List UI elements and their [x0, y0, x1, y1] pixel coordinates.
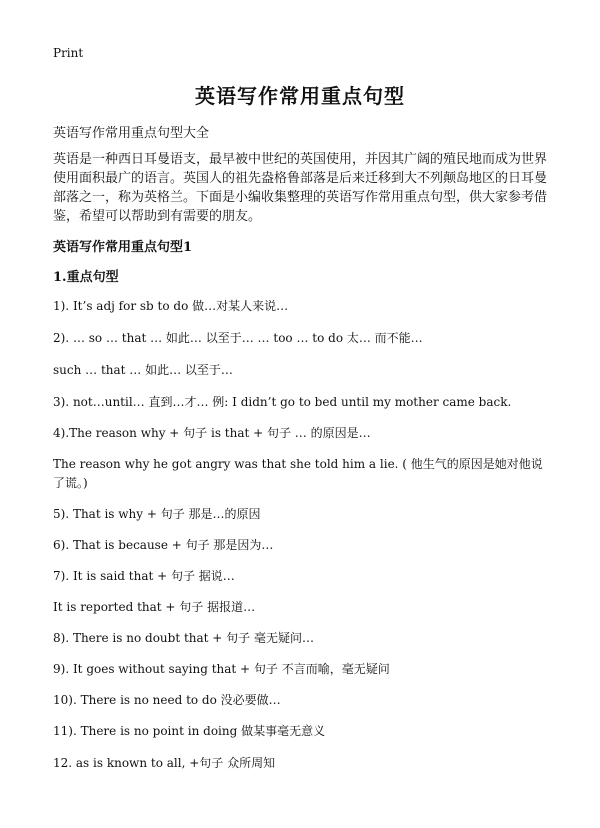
pattern-line-7b: It is reported that + 句子 据报道… [53, 600, 256, 614]
pattern-line-8: 8). There is no doubt that + 句子 毫无疑问… [53, 631, 314, 645]
intro-paragraph: 英语是一种西日耳曼语支，最早被中世纪的英国使用，并因其广阔的殖民地而成为世界使用面积最广的语言。英国人的祖先盎格鲁部落是后来迁移到大不列颠岛地区的日耳曼部落之一，称为英格兰。下面是小编收集整理的英语写作常用重点句型，供大家参考借鉴，希望可以帮助到有需要的朋友。 [53, 152, 548, 224]
pattern-line-9: 9). It goes without saying that + 句子 不言而喻，毫无疑问 [53, 662, 390, 676]
pattern-line-2b: such … that … 如此… 以至于… [53, 363, 233, 377]
pattern-line-2: 2). … so … that … 如此… 以至于… … too … to do 太… 而不能… [53, 331, 423, 345]
pattern-line-12: 12. as is known to all, +句子 众所周知 [53, 756, 276, 770]
pattern-line-5: 5). That is why + 句子 那是…的原因 [53, 507, 261, 521]
pattern-line-6: 6). That is because + 句子 那是因为… [53, 538, 274, 552]
section-heading: 英语写作常用重点句型1 [53, 240, 193, 255]
pattern-line-3: 3). not…until… 直到…才… 例: I didn’t go to bed until my mother came back. [53, 395, 512, 409]
document-subtitle: 英语写作常用重点句型大全 [53, 126, 210, 141]
pattern-line-10: 10). There is no need to do 没必要做… [53, 693, 281, 707]
page-title: 英语写作常用重点句型 [195, 84, 405, 108]
pattern-line-4: 4).The reason why + 句子 is that + 句子 … 的原因是… [53, 426, 371, 440]
pattern-line-11: 11). There is no point in doing 做某事毫无意义 [53, 724, 326, 738]
pattern-example-4: The reason why he got angry was that she told him a lie. ( 他生气的原因是她对他说了谎。) [53, 457, 543, 490]
pattern-line-1: 1). It’s adj for sb to do 做…对某人来说… [53, 299, 289, 313]
pattern-line-7: 7). It is said that + 句子 据说… [53, 569, 235, 583]
subsection-heading: 1.重点句型 [53, 270, 119, 285]
print-label: Print [53, 46, 84, 60]
